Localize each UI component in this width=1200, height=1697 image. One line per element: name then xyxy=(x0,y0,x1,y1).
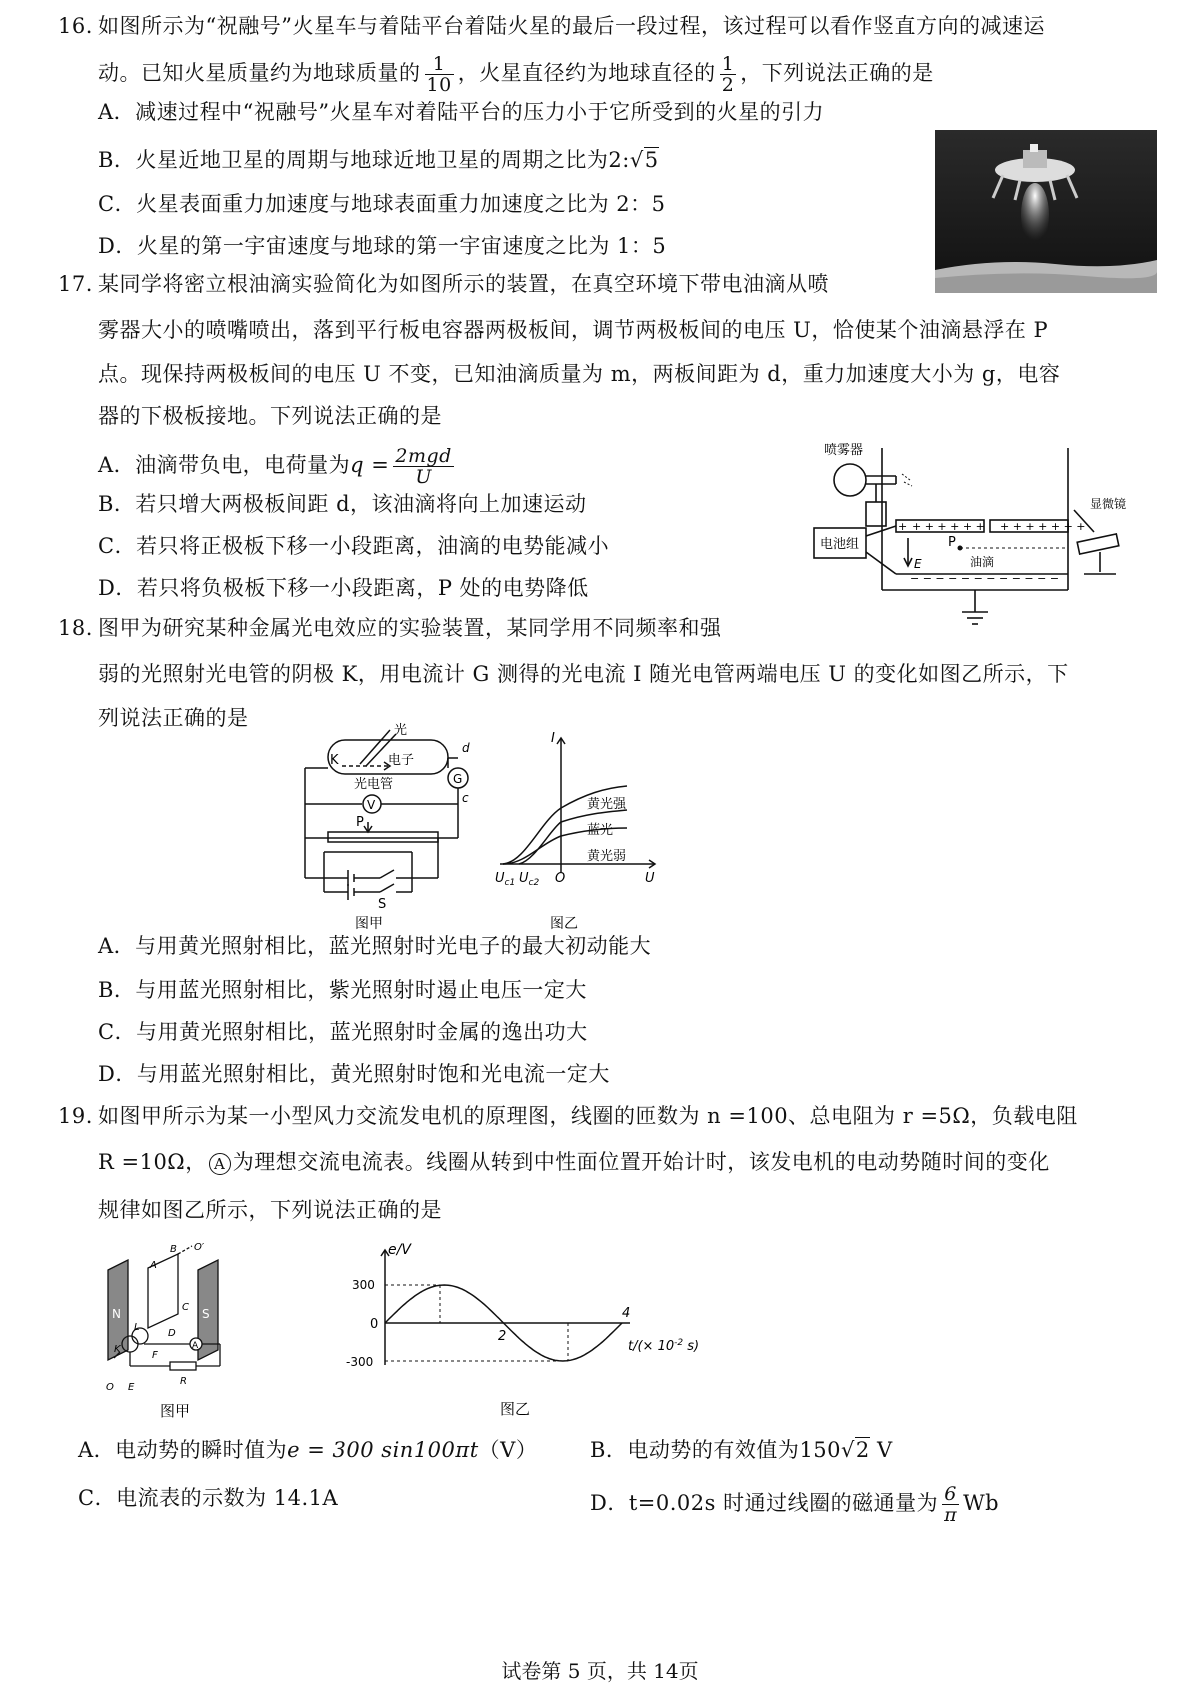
fraction-1-10: $\frac{1}{10}$ xyxy=(426,53,452,96)
figure-yi-caption-19: 图乙 xyxy=(500,1400,531,1418)
photoelectric-circuit-diagram xyxy=(300,722,500,932)
light-label: 光 xyxy=(394,723,408,738)
q19-option-c: C．电流表的示数为 14.1A xyxy=(78,1486,339,1510)
field-e-label: E xyxy=(914,557,922,571)
q18-option-c: C．与用黄光照射相比，蓝光照射时金属的逸出功大 xyxy=(98,1020,588,1044)
switch-s-label: S xyxy=(378,897,387,912)
q19-stem-line2: R =10Ω， A 为理想交流电流表。线圈从转到中性面位置开始计时，该发电机的电动势随时间的变化 xyxy=(98,1150,1050,1174)
q18-option-d: D．与用蓝光照射相比，黄光照射时饱和光电流一定大 xyxy=(98,1062,610,1086)
uc1-label: $U_{c1}$ xyxy=(495,871,516,888)
q19-option-b: B．电动势的有效值为150√2 V xyxy=(590,1438,893,1462)
point-f-label: F xyxy=(152,1350,158,1361)
microscope-label: 显微镜 xyxy=(1090,497,1127,511)
figure-yi-caption: 图乙 xyxy=(550,916,578,932)
q18-stem-line2: 弱的光照射光电管的阴极 K，用电流计 G 测得的光电流 I 随光电管两端电压 U 的变化如图乙所示，下 xyxy=(98,662,1069,686)
q18-stem-line1: 图甲为研究某种金属光电效应的实验装置，某同学用不同频率和强 xyxy=(98,616,722,640)
svg-text:+ + + + + + +: + + + + + + + xyxy=(1000,520,1086,533)
q17-stem-line2: 雾器大小的喷嘴喷出，落到平行板电容器两极板间，调节两极板间的电压 U，恰使某个油滴悬浮在 P xyxy=(98,318,1049,342)
point-c-label: c xyxy=(462,791,469,805)
point-d-label: d xyxy=(462,741,470,755)
q17-option-c: C．若只将正极板下移一小段距离，油滴的电势能减小 xyxy=(98,534,610,558)
q17-number: 17. xyxy=(58,272,93,296)
q19-option-a: A．电动势的瞬时值为e = 300 sin100πt（V） xyxy=(78,1438,538,1462)
blue-light-label: 蓝光 xyxy=(587,823,614,838)
coil-c-label: C xyxy=(182,1302,189,1313)
axis-o-label: O xyxy=(106,1382,114,1393)
sprayer-label: 喷雾器 xyxy=(824,443,864,458)
page-footer: 试卷第 5 页，共 14页 xyxy=(501,1659,699,1683)
q19-number: 19. xyxy=(58,1104,93,1128)
point-p-label: P xyxy=(948,535,956,550)
phototube-label: 光电管 xyxy=(354,777,394,792)
axis-o-prime-label: O′ xyxy=(194,1242,205,1253)
q16-stem-line1: 如图所示为“祝融号”火星车与着陆平台着陆火星的最后一段过程，该过程可以看作竖直方向的减速运 xyxy=(98,14,1045,38)
q18-option-a: A．与用黄光照射相比，蓝光照射时光电子的最大初动能大 xyxy=(98,934,652,958)
photocurrent-graph xyxy=(495,722,665,932)
q19-stem-line3: 规律如图乙所示，下列说法正确的是 xyxy=(98,1198,442,1222)
tick-minus-300-label: -300 xyxy=(346,1355,374,1369)
q16-option-b: B．火星近地卫星的周期与地球近地卫星的周期之比为2:√5 xyxy=(98,148,659,172)
battery-label: 电池组 xyxy=(820,537,860,552)
ammeter-a-label: A xyxy=(192,1341,199,1351)
q17-option-b: B．若只增大两极板间距 d，该油滴将向上加速运动 xyxy=(98,492,587,516)
magnet-n-label: N xyxy=(112,1307,121,1321)
axis-i-label: I xyxy=(551,731,555,746)
svg-text:+ + + + + +: + + + + + + xyxy=(912,520,985,533)
fraction-2mgd-u: $\frac{\text{2mgd}}{U}$ xyxy=(395,445,452,488)
q18-number: 18. xyxy=(58,616,93,640)
uc2-label: $U_{c2}$ xyxy=(519,871,540,888)
galvanometer-g-label: G xyxy=(453,772,463,786)
figure-jia-caption: 图甲 xyxy=(355,916,383,932)
fraction-6-pi: $\frac{6}{\pi}$ xyxy=(944,1483,958,1526)
q16-option-c: C．火星表面重力加速度与地球表面重力加速度之比为 2：5 xyxy=(98,192,666,216)
mars-lander-photo xyxy=(935,130,1157,293)
resistor-r-label: R xyxy=(180,1376,187,1387)
q18-stem-line3: 列说法正确的是 xyxy=(98,706,249,730)
axis-u-label: U xyxy=(645,871,655,886)
q16-option-d: D．火星的第一宇宙速度与地球的第一宇宙速度之比为 1：5 xyxy=(98,234,667,258)
q16-stem-text-2: ，火星直径约为地球直径的 xyxy=(457,61,716,85)
brush-k-label: K xyxy=(114,1344,121,1355)
q17-stem-line1: 某同学将密立根油滴实验简化为如图所示的装置，在真空环境下带电油滴从喷 xyxy=(98,272,829,296)
q17-option-a: A．油滴带负电，电荷量为q = $\frac{\text{2mgd}}{U}$ xyxy=(98,445,452,488)
generator-diagram xyxy=(100,1240,240,1420)
tick-300-label: 300 xyxy=(352,1278,375,1292)
q17-option-d: D．若只将负极板下移一小段距离，P 处的电势降低 xyxy=(98,576,589,600)
q16-stem-text: 动。已知火星质量约为地球质量的 xyxy=(98,61,421,85)
q16-number: 16. xyxy=(58,14,93,38)
plus-sign: + xyxy=(898,520,908,533)
axis-t-label: $t/(\times 10^{-2}$ s) xyxy=(628,1338,700,1354)
coil-d-label: D xyxy=(168,1328,176,1339)
point-e-label: E xyxy=(128,1382,135,1393)
q16-option-a: A．减速过程中“祝融号”火星车对着陆平台的压力小于它所受到的火星的引力 xyxy=(98,100,825,124)
coil-a-label: A xyxy=(150,1260,157,1271)
strong-yellow-label: 黄光强 xyxy=(587,797,627,812)
magnet-s-label: S xyxy=(202,1307,210,1321)
cathode-k-label: K xyxy=(330,753,339,768)
electron-label: 电子 xyxy=(388,753,415,768)
q17-stem-line3: 点。现保持两极板间的电压 U 不变，已知油滴质量为 m，两板间距为 d，重力加速度大小为 g，电容 xyxy=(98,362,1061,386)
fraction-1-2: $\frac{1}{2}$ xyxy=(721,53,735,96)
brush-l-label: L xyxy=(134,1322,140,1333)
oil-drop-label: 油滴 xyxy=(970,555,995,569)
tick-4-label: 4 xyxy=(622,1306,631,1321)
tick-2-label: 2 xyxy=(498,1329,507,1344)
q16-stem-line2 xyxy=(98,54,934,95)
ammeter-symbol: A xyxy=(209,1153,231,1175)
q19-option-d: D．t=0.02s 时通过线圈的磁通量为 $\frac{6}{\pi}$ Wb xyxy=(590,1483,1000,1526)
origin-o-label: O xyxy=(555,871,566,886)
q19-stem-line1: 如图甲所示为某一小型风力交流发电机的原理图，线圈的匝数为 n =100、总电阻为 r =5Ω，负载电阻 xyxy=(98,1104,1078,1128)
q17-stem-line4: 器的下极板接地。下列说法正确的是 xyxy=(98,404,442,428)
weak-yellow-label: 黄光弱 xyxy=(587,849,627,864)
axis-e-label: e/V xyxy=(388,1242,411,1258)
q18-option-b: B．与用蓝光照射相比，紫光照射时遏止电压一定大 xyxy=(98,978,587,1002)
tick-0-label: 0 xyxy=(370,1317,379,1332)
q16-stem-text-3: ，下列说法正确的是 xyxy=(740,61,934,85)
millikan-apparatus-diagram xyxy=(810,440,1165,640)
coil-b-label: B xyxy=(170,1244,177,1255)
emf-time-graph xyxy=(346,1240,760,1420)
figure-jia-caption-19: 图甲 xyxy=(160,1402,191,1420)
svg-text:− − − − − − − − − − − −: − − − − − − − − − − − − xyxy=(910,572,1060,585)
slider-p-label: P xyxy=(356,815,364,830)
voltmeter-v-label: V xyxy=(367,798,376,812)
